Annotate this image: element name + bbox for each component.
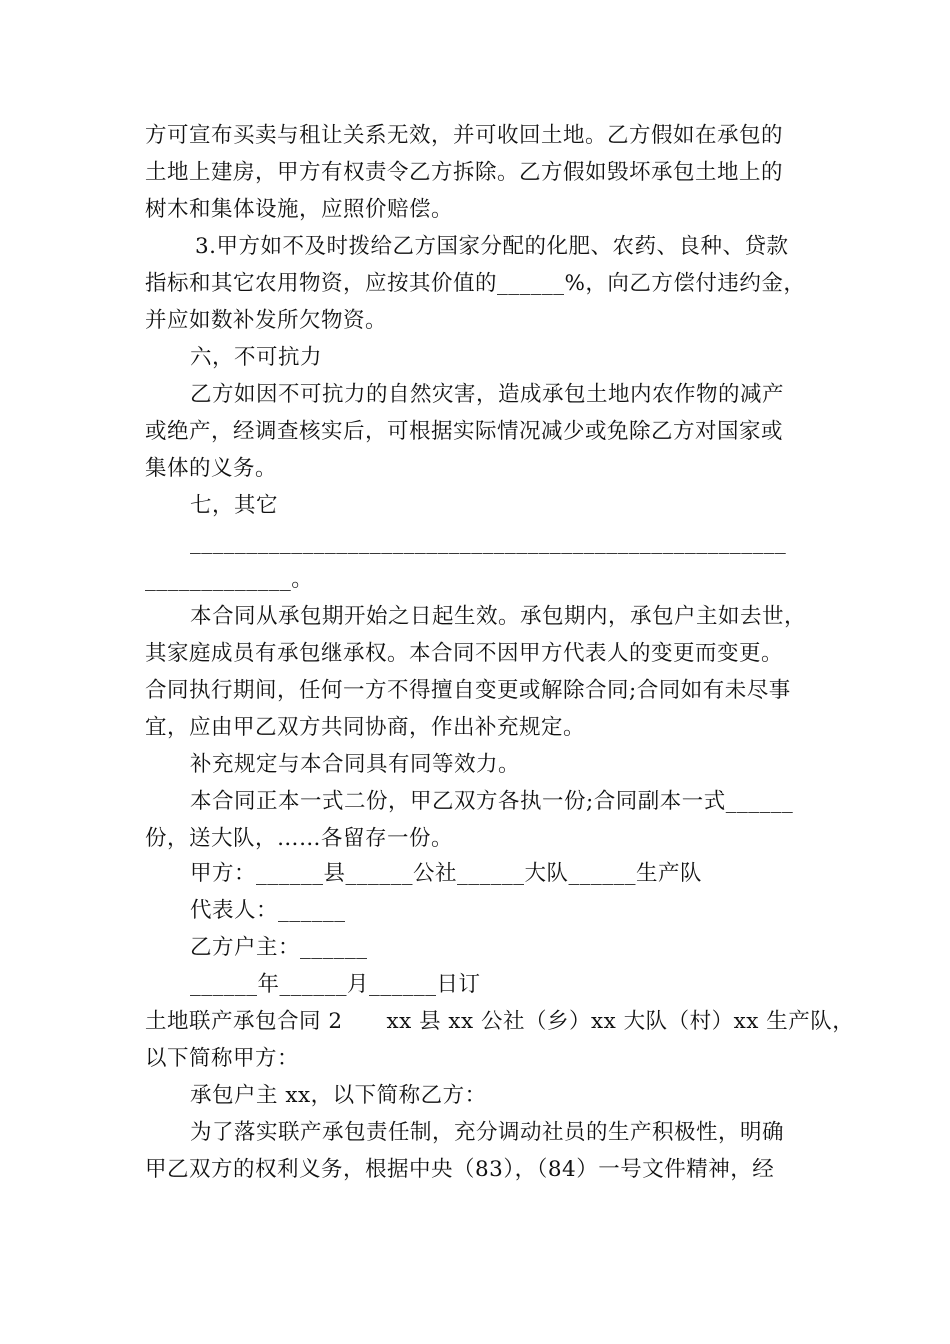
paragraph-line: 3.甲方如不及时拨给乙方国家分配的化肥、农药、良种、贷款 bbox=[195, 234, 789, 259]
paragraph-line: 以下简称甲方： bbox=[145, 1046, 300, 1071]
signature-party-b: 乙方户主：______ bbox=[190, 935, 368, 960]
paragraph-line: 土地上建房，甲方有权责令乙方拆除。乙方假如毁坏承包土地上的 bbox=[145, 160, 784, 185]
paragraph-line: 甲乙双方的权利义务，根据中央（83），（84）一号文件精神，经 bbox=[145, 1157, 775, 1182]
signature-party-a: 甲方：______县______公社______大队______生产队 bbox=[190, 861, 703, 886]
blank-line: _____________________________________________________ bbox=[190, 530, 787, 555]
paragraph-line: 为了落实联产承包责任制，充分调动社员的生产积极性，明确 bbox=[190, 1120, 785, 1145]
paragraph-line: 树木和集体设施，应照价赔偿。 bbox=[145, 197, 454, 222]
paragraph-line: 承包户主 xx，以下简称乙方： bbox=[190, 1083, 487, 1108]
paragraph-line: 方可宣布买卖与租让关系无效，并可收回土地。乙方假如在承包的 bbox=[145, 123, 784, 148]
paragraph-line: 集体的义务。 bbox=[145, 456, 278, 481]
paragraph-line: 指标和其它农用物资，应按其价值的______%，向乙方偿付违约金， bbox=[145, 271, 806, 296]
paragraph-line: 其家庭成员有承包继承权。本合同不因甲方代表人的变更而变更。 bbox=[145, 641, 784, 666]
contract-title-line: 土地联产承包合同 2 xx 县 xx 公社（乡）xx 大队（村）xx 生产队， bbox=[145, 1009, 855, 1034]
paragraph-line: 合同执行期间，任何一方不得擅自变更或解除合同;合同如有未尽事 bbox=[145, 678, 791, 703]
section-heading: 六，不可抗力 bbox=[190, 345, 323, 370]
paragraph-line: 份，送大队，……各留存一份。 bbox=[145, 826, 454, 851]
paragraph-line: 或绝产，经调查核实后，可根据实际情况减少或免除乙方对国家或 bbox=[145, 419, 784, 444]
paragraph-line: 宜，应由甲乙双方共同协商，作出补充规定。 bbox=[145, 715, 586, 740]
signature-date: ______年______月______日订 bbox=[190, 972, 481, 997]
blank-line: _____________。 bbox=[145, 567, 314, 592]
paragraph-line: 乙方如因不可抗力的自然灾害，造成承包土地内农作物的减产 bbox=[190, 382, 785, 407]
paragraph-line: 本合同从承包期开始之日起生效。承包期内，承包户主如去世， bbox=[190, 604, 807, 629]
signature-representative: 代表人：______ bbox=[190, 898, 346, 923]
paragraph-line: 本合同正本一式二份，甲乙双方各执一份;合同副本一式______ bbox=[190, 789, 794, 814]
paragraph-line: 并应如数补发所欠物资。 bbox=[145, 308, 388, 333]
paragraph-line: 补充规定与本合同具有同等效力。 bbox=[190, 752, 521, 777]
section-heading: 七，其它 bbox=[190, 493, 279, 518]
